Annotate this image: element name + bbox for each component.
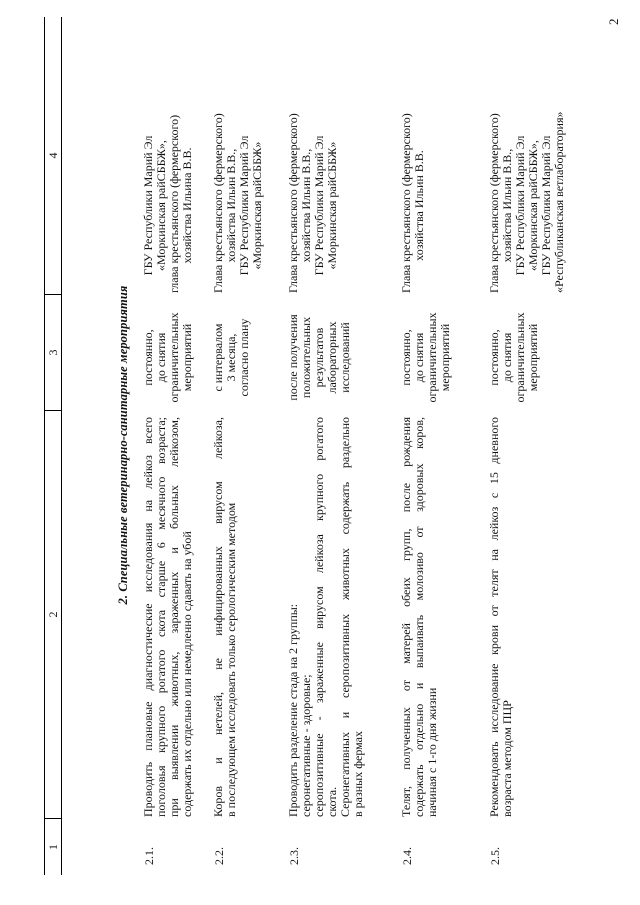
action-line: скота.	[325, 786, 339, 817]
term-line: после получения	[286, 314, 300, 401]
responsible-line: глава крестьянского (фермерского)	[167, 114, 181, 293]
action-line: содержать отдельно и выпаивать молозиво от здоровых коров,	[412, 417, 426, 817]
responsible-line: «Республиканская ветлаборатория»	[552, 111, 566, 293]
responsible-line: Глава крестьянского (фермерского)	[487, 113, 501, 293]
action-line: при выявлении животных, зараженных и больных лейкозом,	[167, 417, 181, 817]
row-number: 2.4.	[400, 847, 414, 865]
row-number: 2.1.	[142, 847, 156, 865]
header-col-1: 1	[46, 844, 60, 850]
term-line: мероприятий	[438, 323, 452, 392]
table-header-bottom-border	[61, 17, 62, 875]
action-line: Рекомендовать исследование крови от телят на лейкоз с 15 дневного	[487, 417, 501, 817]
action-line: в разных фермах	[351, 731, 365, 817]
row-term	[142, 310, 194, 405]
responsible-line: хозяйства Ильина В.В.	[180, 147, 194, 264]
row-term	[287, 310, 352, 405]
action-line: возраста методом ПЦР	[500, 700, 514, 817]
responsible-line: Глава крестьянского (фермерского)	[211, 113, 225, 293]
row-action	[488, 417, 514, 817]
responsible-line: хозяйства Ильин В.В.,	[224, 148, 238, 263]
term-line: до снятия	[154, 332, 168, 383]
row-responsible	[399, 113, 426, 293]
term-line: ограничительных	[513, 312, 527, 403]
term-line: постоянно,	[141, 329, 155, 386]
term-line: исследований	[338, 322, 352, 393]
row-number: 2.2.	[212, 847, 226, 865]
row-responsible	[211, 113, 264, 293]
responsible-line: ГБУ Республики Марий Эл	[513, 135, 527, 276]
row-action	[212, 417, 238, 817]
responsible-line: «Моркинская райСББЖ»	[325, 141, 339, 270]
responsible-line: «Моркинская райСББЖ»	[250, 141, 264, 270]
action-line: серопозитивные - зараженные вирусом лейкоза крупного рогатого	[312, 417, 326, 817]
responsible-line: ГБУ Республики Марий Эл	[237, 135, 251, 276]
term-line: 3 месяца,	[224, 333, 238, 382]
term-line: лабораторных	[325, 321, 339, 394]
responsible-line: хозяйства Ильин В.В.,	[299, 148, 313, 263]
row-number: 2.3.	[287, 847, 301, 865]
responsible-line: ГБУ Республики Марий Эл	[539, 135, 553, 276]
term-line: мероприятий	[526, 323, 540, 392]
action-line: Телят, полученных от матерей обеих групп, после рождения	[399, 417, 413, 817]
term-line: постоянно,	[399, 329, 413, 386]
action-line: Проводить разделение стада на 2 группы:	[286, 603, 300, 817]
row-responsible	[141, 114, 194, 293]
header-col-4: 4	[46, 152, 60, 159]
row-term	[400, 310, 452, 405]
term-line: ограничительных	[425, 312, 439, 403]
action-line: Коров и нетелей, не инфицированных вирусом лейкоза,	[211, 417, 225, 817]
responsible-line: ГБУ Республики Марий Эл	[141, 135, 155, 276]
term-line: до снятия	[412, 332, 426, 383]
term-line: мероприятий	[180, 323, 194, 392]
responsible-line: хозяйства Ильин В.В.	[412, 150, 426, 261]
term-line: с интервалом	[211, 323, 225, 392]
page-number: 2	[606, 18, 621, 25]
term-line: постоянно,	[487, 329, 501, 386]
action-line: серонегативные - здоровые;	[299, 674, 313, 817]
term-line: ограничительных	[167, 312, 181, 403]
responsible-line: Глава крестьянского (фермерского)	[399, 113, 413, 293]
responsible-line: ГБУ Республики Марий Эл	[312, 135, 326, 276]
responsible-line: хозяйства Ильин В.В.,	[500, 148, 514, 263]
row-action	[142, 417, 194, 817]
action-line: содержать их отдельно или немедленно сдавать на убой	[180, 531, 194, 817]
action-line: начиная с 1-го дня жизни	[425, 687, 439, 817]
row-term	[488, 310, 540, 405]
term-line: согласно плану	[237, 318, 251, 397]
table-top-border	[44, 17, 45, 875]
row-responsible	[487, 111, 566, 293]
row-action	[287, 417, 365, 817]
responsible-line: Глава крестьянского (фермерского)	[286, 113, 300, 293]
term-line: до снятия	[500, 332, 514, 383]
term-line: положительных	[299, 316, 313, 399]
section-title: 2. Специальные ветеринарно-санитарные мероприятия	[116, 285, 130, 605]
row-action	[400, 417, 439, 817]
action-line: в последующем исследовать только серологическим методом	[224, 502, 238, 817]
row-number: 2.5.	[488, 847, 502, 865]
action-line: поголовья крупного рогатого скота старше 6 месячного возраста;	[154, 417, 168, 817]
responsible-line: «Моркинская райСББЖ»,	[526, 140, 540, 271]
header-col-2: 2	[46, 611, 60, 618]
action-line: Серонегативных и серопозитивных животных содержать раздельно	[338, 417, 352, 817]
action-line: Проводить плановые диагностические исследования на лейкоз всего	[141, 417, 155, 817]
responsible-line: «Моркинская райСББЖ»,	[154, 140, 168, 271]
row-term	[212, 310, 251, 405]
header-col-3: 3	[46, 349, 60, 356]
term-line: результатов	[312, 327, 326, 388]
row-responsible	[286, 113, 339, 293]
